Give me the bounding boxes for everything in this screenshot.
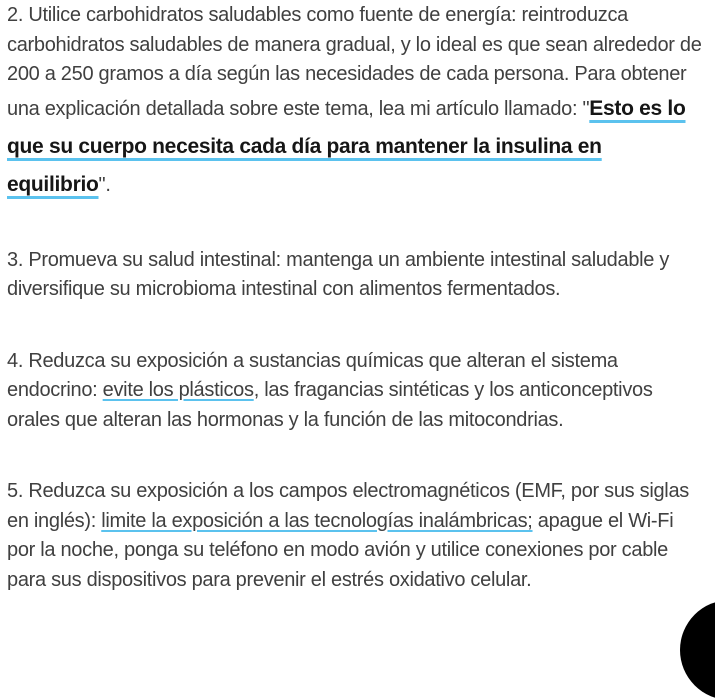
corner-action-button[interactable] [680,600,715,700]
avoid-plastics-link[interactable]: evite los plásticos [102,379,254,401]
list-item-3 [7,246,703,305]
list-item-2 [7,1,703,204]
paragraph-text: , las fragancias sintéticas y los anticonceptivos orales que alteran las hormonas y la función de las mitocondrias. [7,379,653,431]
list-item-5 [7,477,703,595]
paragraph-text: 4. Reduzca su exposición a sustancias químicas que alteran el sistema endocrino: [7,349,618,401]
list-item-4 [7,347,703,436]
paragraph-text: apague el Wi-Fi por la noche, ponga su teléfono en modo avión y utilice conexiones por cable para sus dispositivos para prevenir el estrés oxidativo celular. [7,509,674,591]
paragraph-text: 3. Promueva su salud intestinal: mantenga un ambiente intestinal saludable y diversifique su microbioma intestinal con alimentos fermentados. [7,248,670,300]
paragraph-text: 5. Reduzca su exposición a los campos electromagnéticos (EMF, por sus siglas en inglés): [7,480,689,532]
paragraph-text: 2. Utilice carbohidratos saludables como fuente de energía: reintroduzca carbohidratos saludables de manera gradual, y lo ideal es que sean alrededor de 200 a 250 gramos a día según las necesidades de cada persona. Para obtener una explicación detallada sobre este tema, lea mi artículo llamado: " [7,4,702,120]
insulin-article-link[interactable]: Esto es lo que su cuerpo necesita cada día para mantener la insulina en equilibrio [7,96,686,196]
limit-wireless-exposure-link[interactable]: limite la exposición a las tecnologías inalámbricas; [101,509,533,532]
numbered-tips-list [7,1,703,595]
paragraph-text: ". [98,173,111,196]
